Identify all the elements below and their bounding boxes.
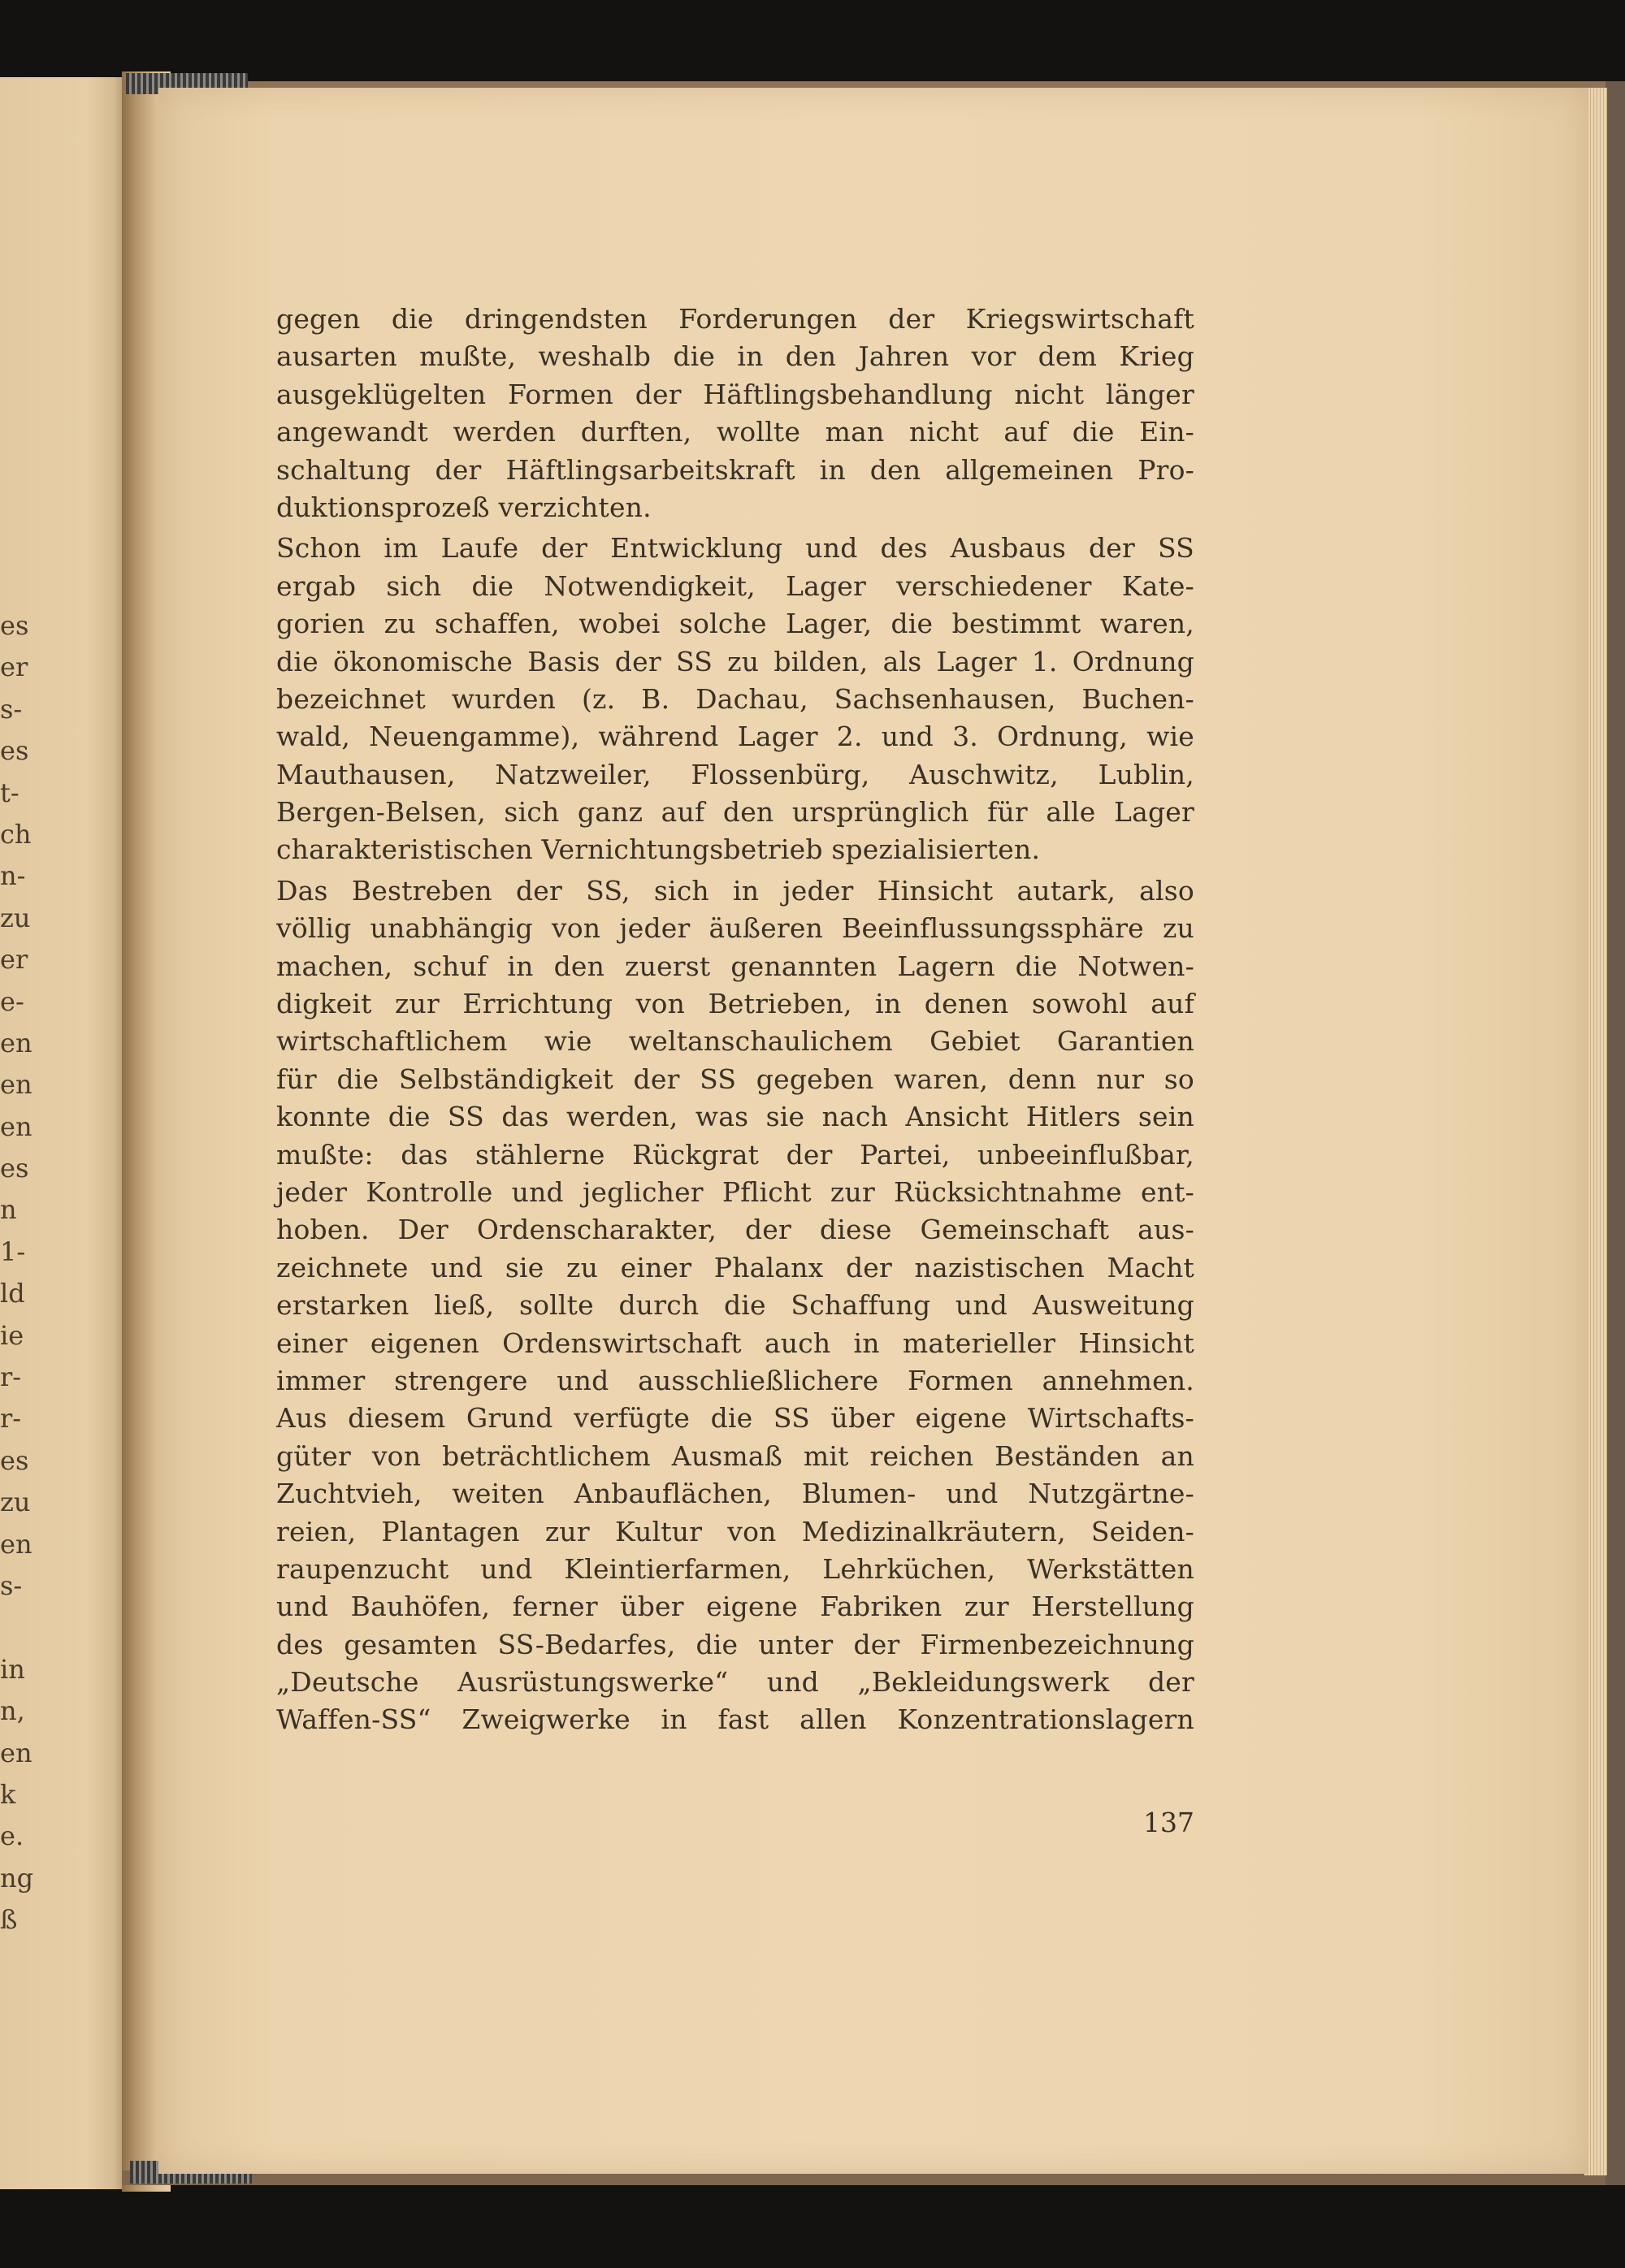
text-line: hoben. Der Ordenscharakter, der diese Gemeinschaft aus- (276, 1214, 1194, 1246)
text-line: jeder Kontrolle und jeglicher Pflicht zur Rücksichtnahme ent- (276, 1175, 1194, 1208)
left-fragment: en (0, 1110, 32, 1142)
left-fragment: n- (0, 860, 26, 892)
text-line: und Bauhöfen, ferner über eigene Fabriken zur Herstellung (276, 1591, 1194, 1623)
left-fragment: n (0, 1194, 17, 1226)
left-fragment: en (0, 1027, 32, 1058)
left-fragment: t- (0, 777, 20, 808)
text-line: Das Bestreben der SS, sich in jeder Hinsicht autark, also (276, 874, 1194, 907)
left-fragment: ch (0, 818, 32, 850)
left-fragment: er (0, 944, 28, 976)
left-fragment: es (0, 1444, 29, 1476)
text-line: die ökonomische Basis der SS zu bilden, als Lager 1. Ordnung (276, 645, 1194, 677)
left-fragment: er (0, 651, 28, 683)
text-line: für die Selbständigkeit der SS gegeben waren, denn nur so (276, 1063, 1194, 1095)
text-line: machen, schuf in den zuerst genannten Lagern die Notwen- (276, 950, 1194, 982)
left-fragment: e- (0, 985, 24, 1017)
left-fragment: r- (0, 1403, 22, 1435)
text-line: Zuchtvieh, weiten Anbauflächen, Blumen- und Nutzgärtne- (276, 1478, 1194, 1510)
text-line: wirtschaftlichem wie weltanschaulichem Gebiet Garantien (276, 1025, 1194, 1058)
text-line: des gesamten SS-Bedarfes, die unter der Firmenbezeichnung (276, 1628, 1194, 1660)
text-line: Schon im Laufe der Entwicklung und des Ausbaus der SS (276, 532, 1194, 565)
text-line: reien, Plantagen zur Kultur von Medizinalkräutern, Seiden- (276, 1515, 1194, 1547)
text-line: gorien zu schaffen, wobei solche Lager, die bestimmt waren, (276, 608, 1194, 640)
text-line: Bergen-Belsen, sich ganz auf den ursprünglich für alle Lager (276, 796, 1194, 829)
left-fragment: 1- (0, 1236, 26, 1267)
text-line: ausgeklügelten Formen der Häftlingsbehandlung nicht länger (276, 378, 1194, 410)
text-line: mußte: das stählerne Rückgrat der Partei, unbeeinflußbar, (276, 1138, 1194, 1171)
left-fragment: in (0, 1653, 25, 1685)
text-line: Mauthausen, Natzweiler, Flossenbürg, Auschwitz, Lublin, (276, 758, 1194, 790)
text-line: Aus diesem Grund verfügte die SS über eigene Wirtschafts- (276, 1402, 1194, 1435)
text-line: bezeichnet wurden (z. B. Dachau, Sachsenhausen, Buchen- (276, 682, 1194, 715)
text-line: digkeit zur Errichtung von Betrieben, in denen sowohl auf (276, 988, 1194, 1020)
text-line: angewandt werden durften, wollte man nicht auf die Ein- (276, 416, 1194, 448)
text-line: raupenzucht und Kleintierfarmen, Lehrküchen, Werkstätten (276, 1552, 1194, 1585)
left-fragment: s- (0, 693, 23, 725)
text-line: „Deutsche Ausrüstungswerke“ und „Bekleidungswerk der (276, 1666, 1194, 1699)
text-line: güter von beträchtlichem Ausmaß mit reichen Beständen an (276, 1439, 1194, 1472)
text-line: schaltung der Häftlingsarbeitskraft in den allgemeinen Pro- (276, 453, 1194, 486)
left-fragment: zu (0, 902, 31, 933)
left-fragment: ng (0, 1862, 34, 1894)
text-line: wald, Neuengamme), während Lager 2. und 3. Ordnung, wie (276, 721, 1194, 753)
left-fragment: ld (0, 1278, 25, 1309)
left-fragment: en (0, 1069, 32, 1101)
left-fragment: es (0, 1153, 29, 1184)
cover-right-edge (1606, 81, 1625, 2185)
left-page-line-fragments (0, 605, 49, 1941)
left-page (0, 77, 124, 2189)
text-line: gegen die dringendsten Forderungen der Kriegswirtschaft (276, 303, 1194, 335)
text-line: immer strengere und ausschließlichere Formen annehmen. (276, 1364, 1194, 1396)
text-line: einer eigenen Ordenswirtschaft auch in materieller Hinsicht (276, 1327, 1194, 1359)
left-fragment: zu (0, 1487, 31, 1518)
text-line: ausarten mußte, weshalb die in den Jahren vor dem Krieg (276, 340, 1194, 373)
page-number: 137 (1143, 1807, 1194, 1838)
left-fragment: ß (0, 1904, 18, 1936)
page-text (276, 301, 1194, 1739)
left-fragment: e. (0, 1820, 24, 1852)
text-line: Waffen-SS“ Zweigwerke in fast allen Konzentrationslagern (276, 1703, 1194, 1736)
left-fragment: es (0, 610, 29, 641)
left-fragment (0, 1607, 49, 1648)
left-fragment: r- (0, 1361, 22, 1393)
text-line: konnte die SS das werden, was sie nach Ansicht Hitlers sein (276, 1101, 1194, 1133)
left-fragment: en (0, 1528, 32, 1560)
text-line: ergab sich die Notwendigkeit, Lager verschiedener Kate- (276, 569, 1194, 602)
left-fragment: k (0, 1778, 16, 1810)
left-fragment: es (0, 735, 29, 767)
text-line: zeichnete und sie zu einer Phalanx der nazistischen Macht (276, 1251, 1194, 1283)
left-fragment: s- (0, 1569, 23, 1601)
text-line: völlig unabhängig von jeder äußeren Beeinflussungssphäre zu (276, 912, 1194, 945)
left-fragment: n, (0, 1695, 25, 1727)
left-fragment: ie (0, 1319, 24, 1351)
text-line: erstarken ließ, sollte durch die Schaffung und Ausweitung (276, 1289, 1194, 1322)
left-fragment: en (0, 1737, 32, 1768)
text-line: charakteristischen Vernichtungsbetrieb spezialisierten. (276, 833, 1041, 866)
text-line: duktionsprozeß verzichten. (276, 491, 652, 523)
